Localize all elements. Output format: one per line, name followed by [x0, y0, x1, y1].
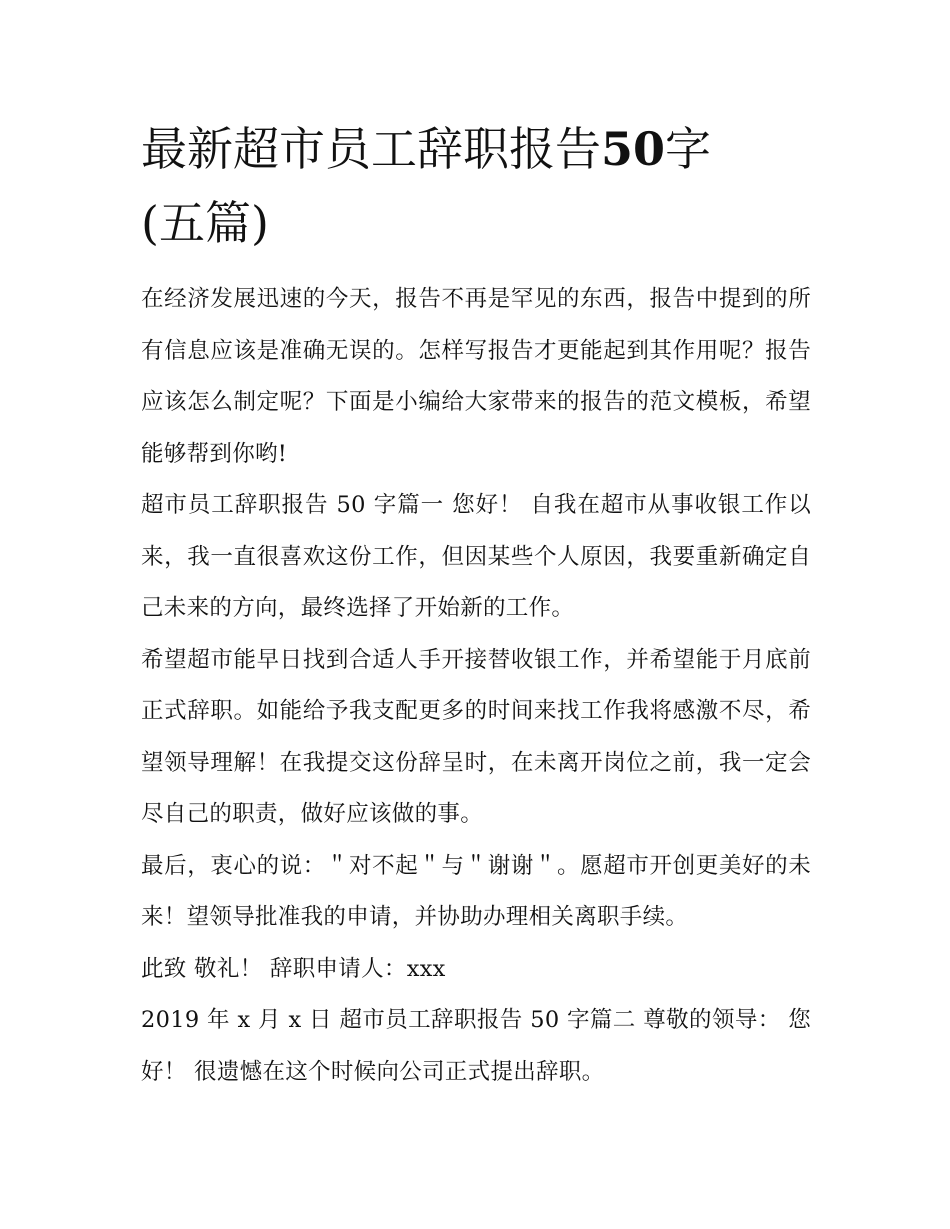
title-suffix: 字 — [665, 122, 712, 176]
title-number: 50 — [601, 122, 666, 176]
paragraph-closing: 最后，衷心的说：＂对不起＂与＂谢谢＂。愿超市开创更美好的未来！望领导批准我的申请，并协助办理相关离职手续。 — [141, 852, 811, 930]
title-text: 最新超市员工辞职报告 — [141, 122, 601, 176]
paragraph-letter-opening: 超市员工辞职报告 50 字篇一 您好！ 自我在超市从事收银工作以来，我一直很喜欢这份工作，但因某些个人原因，我要重新确定自己未来的方向，最终选择了开始新的工作。 — [141, 492, 811, 621]
paragraph-request: 希望超市能早日找到合适人手开接替收银工作，并希望能于月底前正式辞职。如能给予我支配更多的时间来找工作我将感激不尽，希望领导理解！在我提交这份辞呈时，在未离开岗位之前，我一定会尽自己的职责，做好应该做的事。 — [141, 646, 811, 827]
document-title — [141, 112, 811, 260]
paragraph-second-letter: 2019 年 x 月 x 日 超市员工辞职报告 50 字篇二 尊敬的领导： 您好！ 很遗憾在这个时候向公司正式提出辞职。 — [141, 1007, 811, 1085]
document-body — [141, 274, 811, 1098]
document-content — [141, 112, 811, 1098]
paragraph-intro: 在经济发展迅速的今天，报告不再是罕见的东西，报告中提到的所有信息应该是准确无误的。怎样写报告才更能起到其作用呢？报告应该怎么制定呢？下面是小编给大家带来的报告的范文模板，希望能够帮到你哟! — [141, 286, 811, 467]
paragraph-signature: 此致 敬礼！ 辞职申请人：xxx — [141, 955, 446, 982]
title-subtitle: (五篇) — [141, 196, 269, 250]
